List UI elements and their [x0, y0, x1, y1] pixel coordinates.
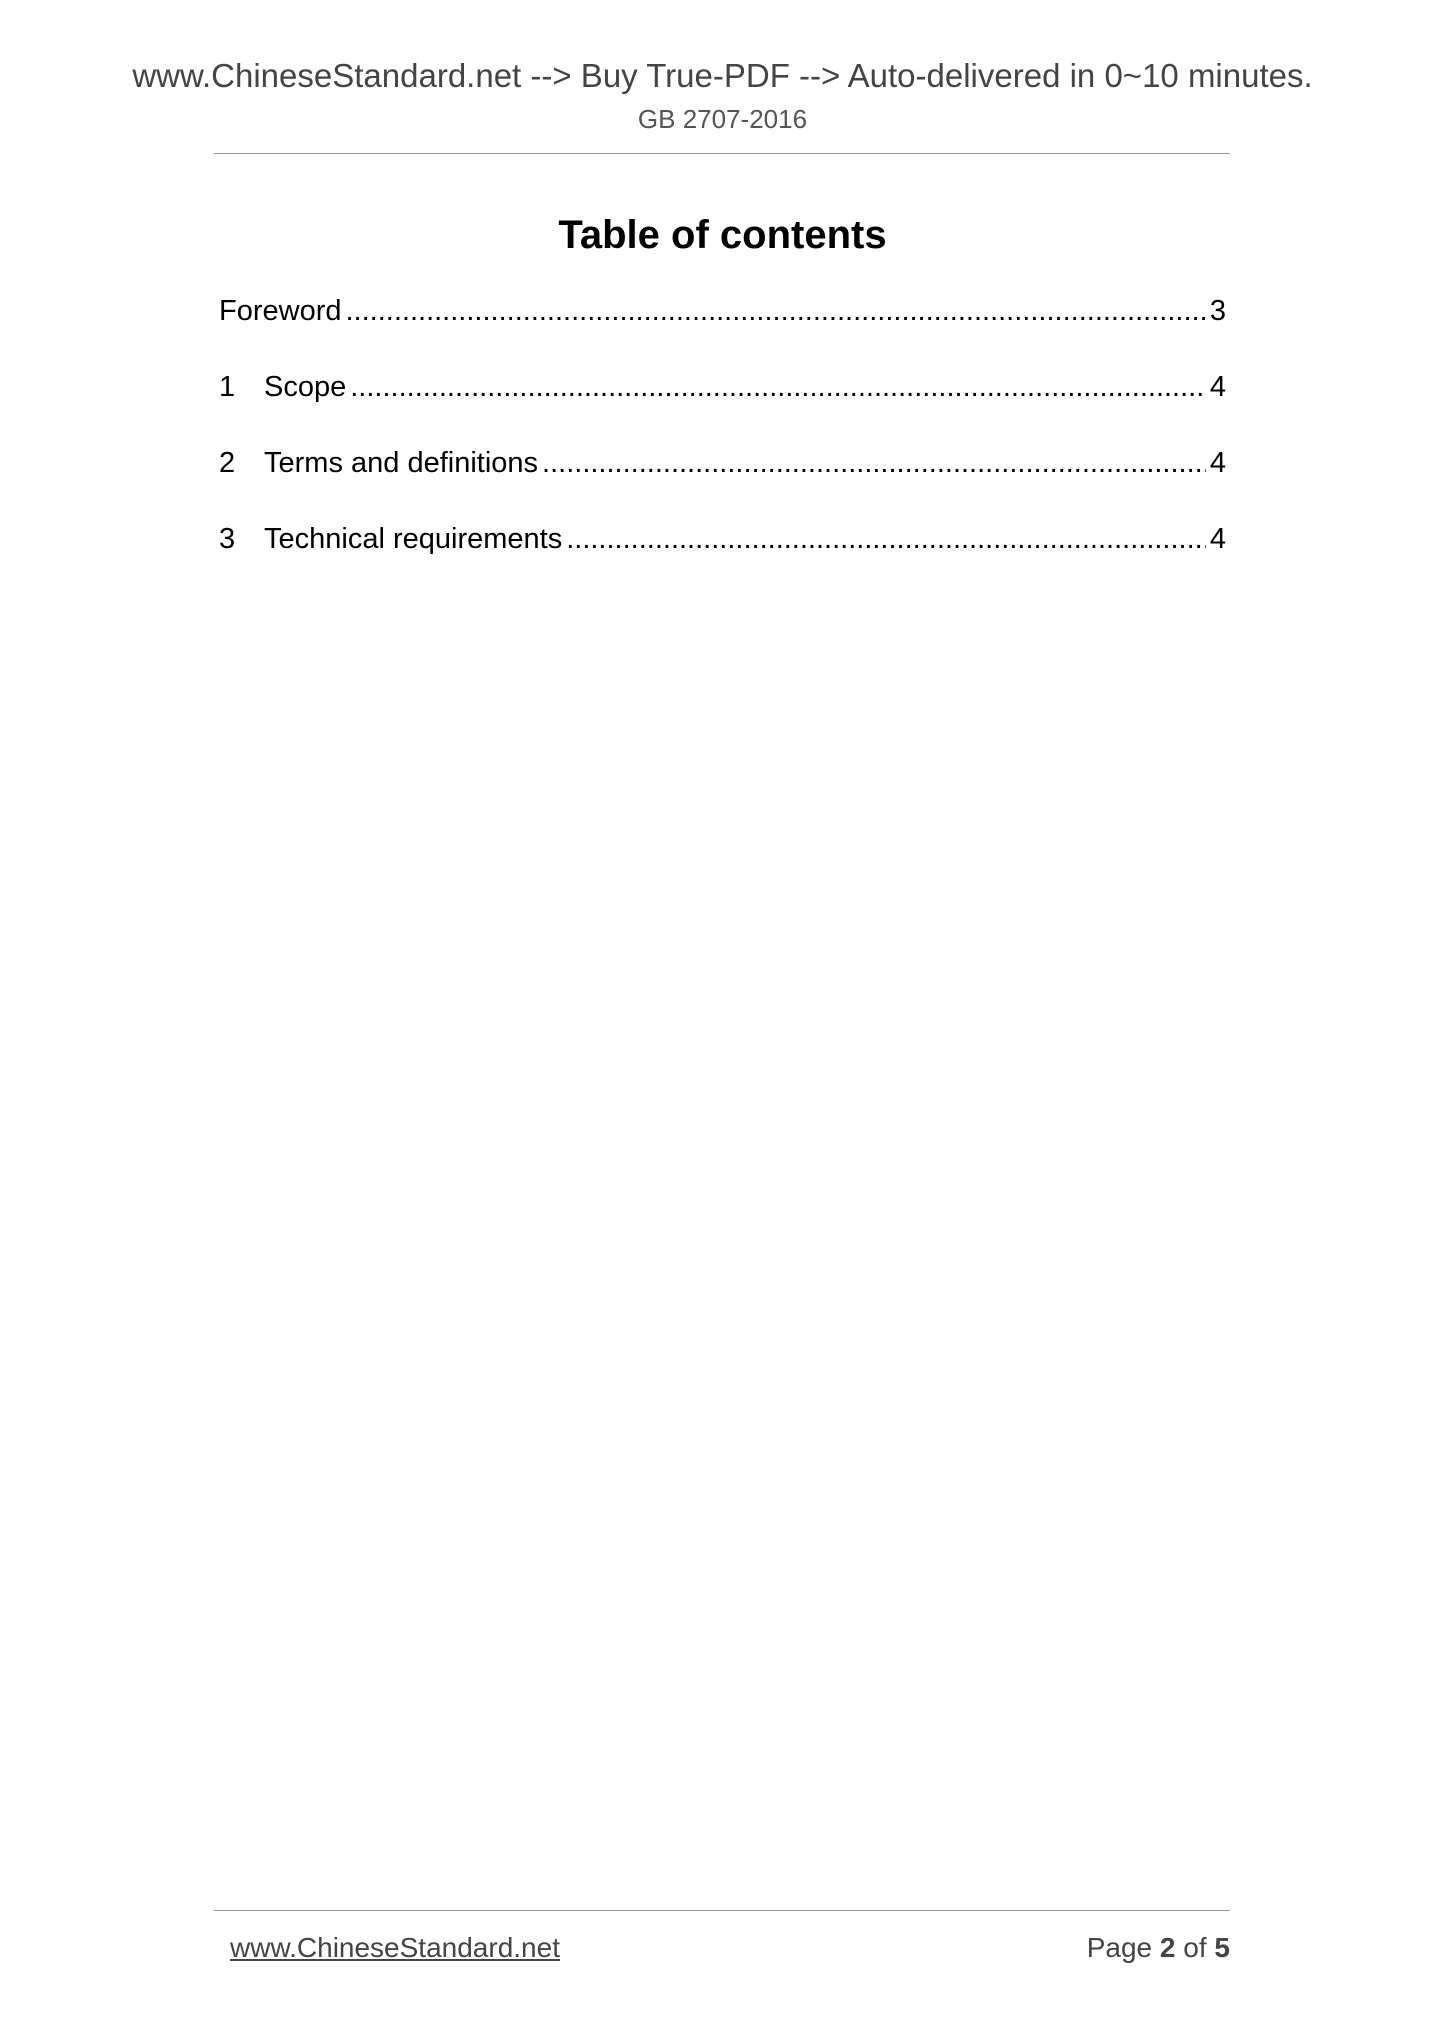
toc-title: Table of contents — [558, 213, 887, 257]
toc-entry-number: 1 — [219, 371, 236, 403]
toc-entry-label: Foreword — [219, 295, 342, 327]
footer-divider — [214, 1910, 1230, 1911]
header-divider — [214, 153, 1230, 154]
page-prefix: Page — [1086, 1932, 1153, 1963]
total-pages-number: 5 — [1214, 1932, 1230, 1963]
toc-leader-dots — [566, 519, 1206, 559]
toc-entry-label: Technical requirements — [264, 523, 563, 555]
toc-entry-number: 2 — [219, 447, 236, 479]
toc-entry-scope[interactable] — [219, 367, 1226, 443]
toc-entry-label: Scope — [264, 371, 347, 403]
current-page-number: 2 — [1159, 1932, 1176, 1963]
footer-site-link[interactable]: www.ChineseStandard.net — [230, 1932, 560, 1963]
page-of: of — [1183, 1932, 1207, 1963]
toc-entry-page: 4 — [1209, 523, 1226, 555]
toc-leader-dots — [350, 367, 1206, 407]
header-site-banner: www.ChineseStandard.net --> Buy True-PDF --> Auto-delivered in 0~10 minutes. — [132, 57, 1313, 94]
toc-entry-page: 3 — [1209, 295, 1226, 327]
header-standard-code: GB 2707-2016 — [637, 104, 808, 134]
footer-page-indicator — [1087, 1930, 1230, 1966]
toc-entry-technical-requirements[interactable] — [219, 519, 1226, 595]
toc-entry-terms-and-definitions[interactable] — [219, 443, 1226, 519]
toc-entry-page: 4 — [1209, 447, 1226, 479]
toc-entry-page: 4 — [1209, 371, 1226, 403]
toc-leader-dots — [542, 443, 1206, 483]
toc-entry-label: Terms and definitions — [264, 447, 539, 479]
toc-list — [219, 291, 1226, 595]
toc-entry-number: 3 — [219, 523, 236, 555]
toc-entry-foreword[interactable] — [219, 291, 1226, 367]
toc-leader-dots — [346, 291, 1206, 331]
